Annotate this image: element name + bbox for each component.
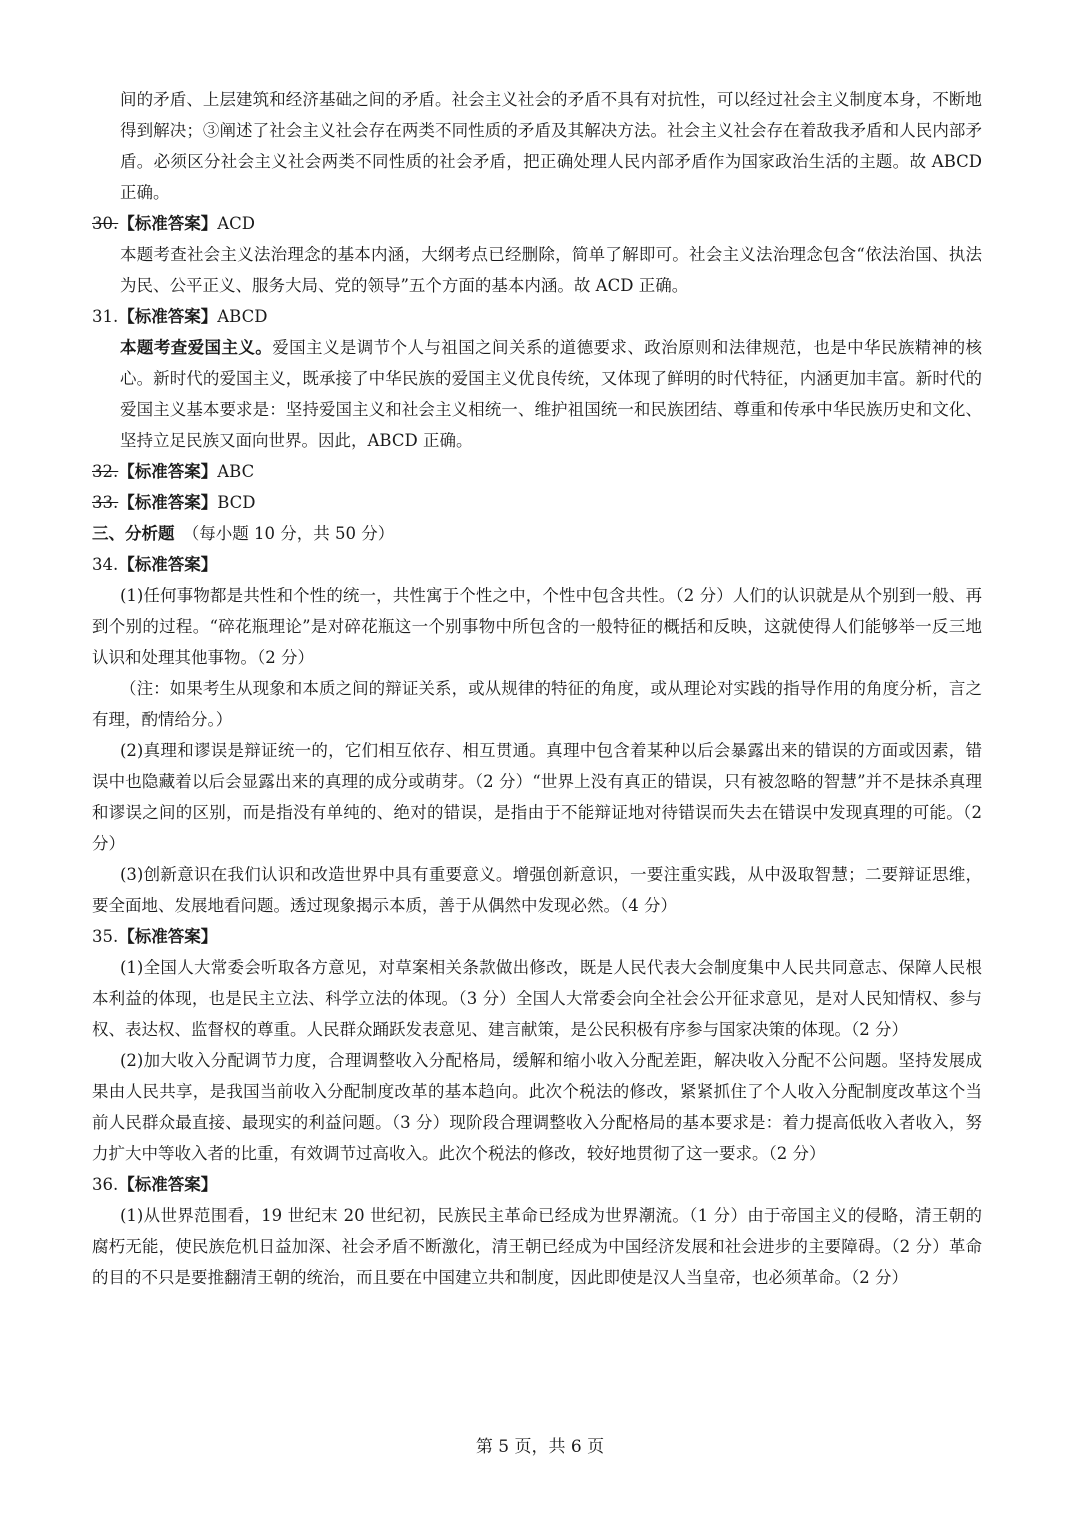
- question-number: 33.: [92, 493, 119, 512]
- answer-label: 【标准答案】: [118, 555, 218, 574]
- paragraph: (1)任何事物都是共性和个性的统一，共性寓于个性之中，个性中包含共性。（2 分）人们的认识就是从个别到一般、再到个别的过程。“碎花瓶理论”是对碎花瓶这一个别事物中所包含的一般特征的概括和反映，这就使得人们能够举一反三地认识和处理其他事物。（2 分）: [92, 586, 982, 667]
- answer-label: 【标准答案】: [118, 927, 218, 946]
- section-title: 三、分析题: [92, 524, 175, 543]
- paragraph: (1)从世界范围看，19 世纪末 20 世纪初，民族民主革命已经成为世界潮流。（1 分）由于帝国主义的侵略，清王朝的腐朽无能，使民族危机日益加深、社会矛盾不断激化，清王朝已经成为中国经济发展和社会进步的主要障碍。（2 分）革命的目的不只是要推翻清王朝的统治，而且要在中国建立共和制度，因此即使是汉人当皇帝，也必须革命。（2 分）: [92, 1206, 982, 1287]
- answer-label: 【标准答案】: [118, 214, 218, 233]
- question-answer-heading: [92, 456, 982, 487]
- answer-label: 【标准答案】: [118, 307, 218, 326]
- answer-label: 【标准答案】: [118, 1175, 218, 1194]
- question-answer-heading: [92, 301, 982, 332]
- answer-content: [92, 84, 982, 1293]
- question-number: 32.: [92, 462, 119, 481]
- answer-label: 【标准答案】: [118, 493, 218, 512]
- paragraph: （注：如果考生从现象和本质之间的辩证关系，或从规律的特征的角度，或从理论对实践的指导作用的角度分析，言之有理，酌情给分。）: [92, 679, 982, 729]
- paragraph: (3)创新意识在我们认识和改造世界中具有重要意义。增强创新意识，一要注重实践，从中汲取智慧；二要辩证思维，要全面地、发展地看问题。透过现象揭示本质，善于从偶然中发现必然。（4 分）: [92, 865, 982, 915]
- answer-value: ACD: [217, 214, 256, 233]
- answer-value: ABCD: [217, 307, 268, 326]
- page-footer: 第 5 页，共 6 页: [475, 1437, 605, 1457]
- paragraph: 间的矛盾、上层建筑和经济基础之间的矛盾。社会主义社会的矛盾不具有对抗性，可以经过社会主义制度本身，不断地得到解决；③阐述了社会主义社会存在两类不同性质的矛盾及其解决方法。社会主义社会存在着敌我矛盾和人民内部矛盾。必须区分社会主义社会两类不同性质的社会矛盾，把正确处理人民内部矛盾作为国家政治生活的主题。故 ABCD 正确。: [120, 90, 982, 202]
- question-number: 35.: [92, 927, 119, 946]
- answer-value: ABC: [217, 462, 255, 481]
- question-answer-heading: [92, 921, 982, 952]
- question-number: 34.: [92, 555, 119, 574]
- question-answer-heading: [92, 487, 982, 518]
- question-answer-heading: [92, 549, 982, 580]
- question-answer-heading: [92, 1169, 982, 1200]
- paragraph: (2)加大收入分配调节力度，合理调整收入分配格局，缓解和缩小收入分配差距，解决收入分配不公问题。坚持发展成果由人民共享，是我国当前收入分配制度改革的基本趋向。此次个税法的修改，紧紧抓住了个人收入分配制度改革这个当前人民群众最直接、最现实的利益问题。（3 分）现阶段合理调整收入分配格局的基本要求是：着力提高低收入者收入，努力扩大中等收入者的比重，有效调节过高收入。此次个税法的修改，较好地贯彻了这一要求。（2 分）: [92, 1051, 982, 1163]
- section-note: （每小题 10 分，共 50 分）: [174, 524, 395, 543]
- answer-value: BCD: [217, 493, 256, 512]
- section-heading: [92, 518, 982, 549]
- paragraph: 本题考查社会主义法治理念的基本内涵，大纲考点已经删除，简单了解即可。社会主义法治理念包含“依法治国、执法为民、公平正义、服务大局、党的领导”五个方面的基本内涵。故 ACD 正确。: [120, 245, 982, 295]
- question-number: 30.: [92, 214, 119, 233]
- question-number: 31.: [92, 307, 119, 326]
- question-number: 36.: [92, 1175, 119, 1194]
- paragraph: (1)全国人大常委会听取各方意见，对草案相关条款做出修改，既是人民代表大会制度集中人民共同意志、保障人民根本利益的体现，也是民主立法、科学立法的体现。（3 分）全国人大常委会向全社会公开征求意见，是对人民知情权、参与权、表达权、监督权的尊重。人民群众踊跃发表意见、建言献策，是公民积极有序参与国家决策的体现。（2 分）: [92, 958, 982, 1039]
- paragraph: (2)真理和谬误是辩证统一的，它们相互依存、相互贯通。真理中包含着某种以后会暴露出来的错误的方面或因素，错误中也隐藏着以后会显露出来的真理的成分或萌芽。（2 分）“世界上没有真正的错误，只有被忽略的智慧”并不是抹杀真理和谬误之间的区别，而是指没有单纯的、绝对的错误，是指由于不能辩证地对待错误而失去在错误中发现真理的可能。（2 分）: [92, 741, 982, 853]
- paragraph-text: 爱国主义是调节个人与祖国之间关系的道德要求、政治原则和法律规范，也是中华民族精神的核心。新时代的爱国主义，既承接了中华民族的爱国主义优良传统，又体现了鲜明的时代特征，内涵更加丰富。新时代的爱国主义基本要求是：坚持爱国主义和社会主义相统一、维护祖国统一和民族团结、尊重和传承中华民族历史和文化、坚持立足民族又面向世界。因此，ABCD 正确。: [120, 338, 983, 450]
- paragraph-lead: 本题考查爱国主义。: [120, 338, 273, 357]
- paragraph: [92, 332, 982, 456]
- question-answer-heading: [92, 208, 982, 239]
- answer-label: 【标准答案】: [118, 462, 218, 481]
